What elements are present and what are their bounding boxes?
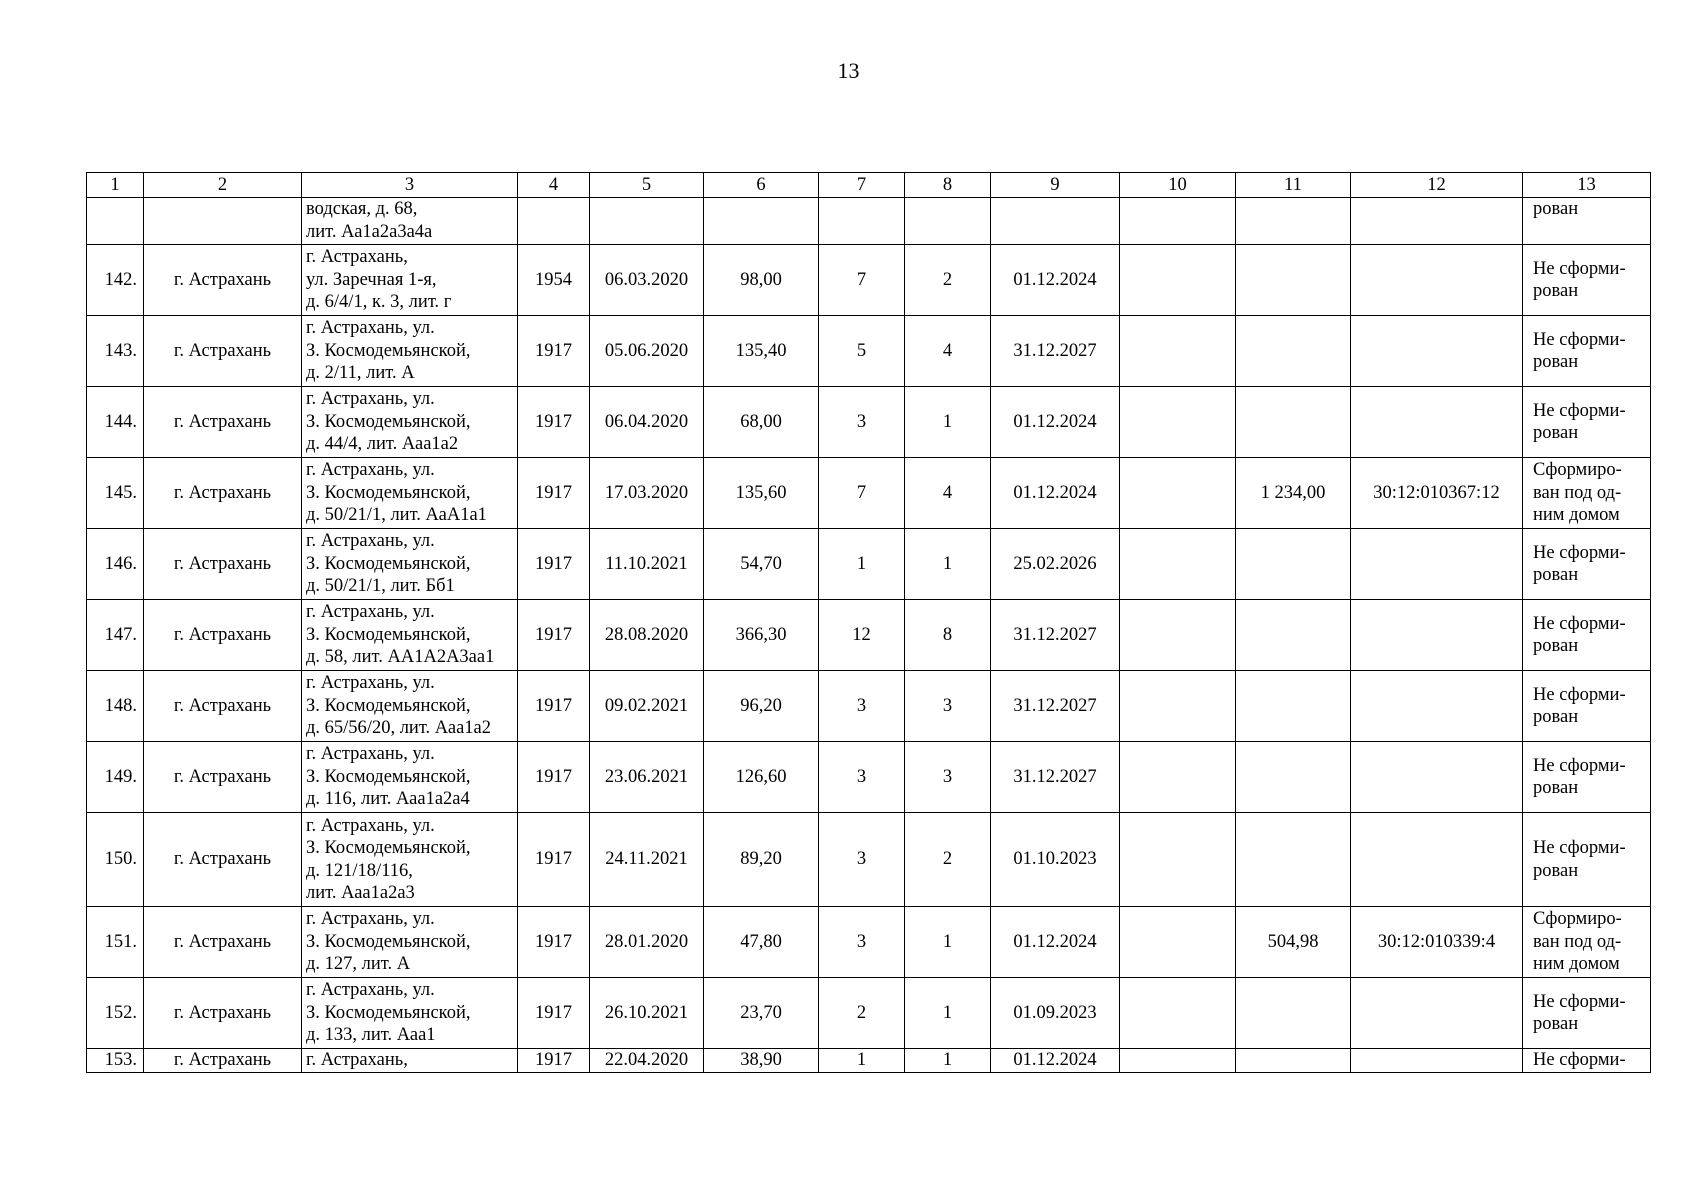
address-cell [302,529,518,600]
status-line: Не сформи- [1533,838,1626,858]
status-line: ван под од- [1533,931,1622,952]
status-line: рован [1533,199,1579,219]
status-line: рован [1533,636,1579,656]
address-line: д. 65/56/20, лит. Ааа1а2 [306,718,492,739]
address-line: г. Астрахань, ул. [306,318,435,339]
address-line: З. Космодемьянской, [306,482,471,503]
land-status-cell [1523,458,1651,529]
recognition-date-cell: 06.03.2020 [590,245,704,316]
land-status-cell [1523,387,1651,458]
table-row [87,813,1651,907]
city-cell: г. Астрахань [144,813,302,907]
recognition-date-cell: 06.04.2020 [590,387,704,458]
column-header: 11 [1236,173,1351,198]
recognition-date-cell: 24.11.2021 [590,813,704,907]
housing-registry-table [86,172,1651,1073]
row-number-cell: 153. [87,1049,144,1073]
cadastral-number-cell [1351,245,1523,316]
column-7-cell: 3 [819,813,905,907]
deadline-cell: 01.12.2024 [991,1049,1120,1073]
cadastral-number-cell [1351,387,1523,458]
column-10-cell [1120,458,1236,529]
continuation-row [87,198,1651,245]
address-line: г. Астрахань, [306,247,408,268]
deadline-cell: 01.09.2023 [991,978,1120,1049]
land-area-cell [1236,813,1351,907]
column-8-cell: 3 [905,742,991,813]
row-number-cell: 152. [87,978,144,1049]
recognition-date-cell: 28.01.2020 [590,907,704,978]
address-line: г. Астрахань, ул. [306,744,435,765]
address-cell [302,198,518,245]
land-status-cell [1523,245,1651,316]
area-cell: 135,60 [704,458,819,529]
status-line: рован [1533,1014,1579,1034]
table-row [87,458,1651,529]
address-cell [302,671,518,742]
address-cell [302,1049,518,1073]
deadline-cell: 01.12.2024 [991,387,1120,458]
address-line: лит. Аа1а2а3а4а [306,221,433,242]
land-status-cell [1523,978,1651,1049]
recognition-date-cell: 17.03.2020 [590,458,704,529]
row-number-cell: 142. [87,245,144,316]
column-7-cell: 3 [819,387,905,458]
recognition-date-cell: 22.04.2020 [590,1049,704,1073]
table-row [87,1049,1651,1073]
address-line: д. 2/11, лит. А [306,363,415,384]
address-line: З. Космодемьянской, [306,695,471,716]
cadastral-number-cell: 30:12:010339:4 [1351,907,1523,978]
recognition-date-cell: 28.08.2020 [590,600,704,671]
status-line: рован [1533,778,1579,798]
table-row [87,600,1651,671]
address-line: г. Астрахань, ул. [306,389,435,410]
land-area-cell: 1 234,00 [1236,458,1351,529]
status-line: рован [1533,565,1579,585]
column-7-cell: 7 [819,458,905,529]
table-row [87,529,1651,600]
area-cell: 47,80 [704,907,819,978]
cadastral-number-cell [1351,600,1523,671]
land-status-cell [1523,316,1651,387]
address-line: г. Астрахань, ул. [306,460,435,481]
address-cell [302,600,518,671]
area-cell: 96,20 [704,671,819,742]
address-cell [302,316,518,387]
address-cell [302,742,518,813]
column-10-cell [1120,742,1236,813]
status-line: Сформиро- [1533,909,1622,930]
area-cell: 98,00 [704,245,819,316]
column-number-header-row [87,173,1651,198]
address-cell [302,458,518,529]
address-line: д. 127, лит. А [306,954,411,975]
column-7-cell: 1 [819,1049,905,1073]
column-7-cell: 3 [819,907,905,978]
year-built-cell: 1917 [518,813,590,907]
column-header: 2 [144,173,302,198]
address-line: г. Астрахань, ул. [306,909,435,930]
cadastral-number-cell [1351,1049,1523,1073]
column-7-cell: 12 [819,600,905,671]
column-10-cell [1120,671,1236,742]
address-line: З. Космодемьянской, [306,411,471,432]
year-built-cell: 1917 [518,907,590,978]
column-10-cell [1120,978,1236,1049]
land-area-cell [1236,387,1351,458]
column-7-cell: 1 [819,529,905,600]
status-line: Не сформи- [1533,258,1626,279]
column-10-cell [1120,245,1236,316]
land-area-cell [1236,316,1351,387]
address-cell [302,387,518,458]
address-line: ул. Заречная 1-я, [306,269,437,290]
table-row [87,316,1651,387]
deadline-cell: 01.12.2024 [991,458,1120,529]
year-built-cell: 1917 [518,1049,590,1073]
address-cell [302,813,518,907]
city-cell: г. Астрахань [144,978,302,1049]
city-cell: г. Астрахань [144,600,302,671]
status-line: Не сформи- [1533,542,1626,563]
area-cell: 126,60 [704,742,819,813]
column-7-cell: 3 [819,671,905,742]
land-area-cell [1236,600,1351,671]
area-cell: 68,00 [704,387,819,458]
status-line: Не сформи- [1533,991,1626,1012]
deadline-cell: 01.10.2023 [991,813,1120,907]
column-7-cell: 7 [819,245,905,316]
table-row [87,907,1651,978]
city-cell: г. Астрахань [144,245,302,316]
land-status-cell [1523,1049,1651,1073]
year-built-cell: 1917 [518,458,590,529]
deadline-cell: 31.12.2027 [991,671,1120,742]
year-built-cell: 1917 [518,978,590,1049]
status-line: рован [1533,707,1579,727]
column-8-cell: 8 [905,600,991,671]
table-row [87,742,1651,813]
row-number-cell: 149. [87,742,144,813]
city-cell: г. Астрахань [144,529,302,600]
column-8-cell: 2 [905,245,991,316]
status-line: Не сформи- [1533,1050,1626,1070]
column-8-cell: 1 [905,529,991,600]
address-line: д. 116, лит. Ааа1а2а4 [306,789,470,810]
address-line: г. Астрахань, ул. [306,531,435,552]
status-line: рован [1533,281,1579,301]
deadline-cell: 01.12.2024 [991,245,1120,316]
address-cell [302,978,518,1049]
year-built-cell: 1954 [518,245,590,316]
address-cell [302,245,518,316]
address-line: д. 44/4, лит. Ааа1а2 [306,434,459,455]
year-built-cell: 1917 [518,529,590,600]
column-10-cell [1120,387,1236,458]
recognition-date-cell: 26.10.2021 [590,978,704,1049]
status-line: ним домом [1533,954,1620,975]
column-7-cell: 5 [819,316,905,387]
cadastral-number-cell [1351,978,1523,1049]
row-number-cell: 150. [87,813,144,907]
year-built-cell: 1917 [518,742,590,813]
column-7-cell: 2 [819,978,905,1049]
row-number-cell: 145. [87,458,144,529]
status-line: рован [1533,352,1579,372]
land-area-cell [1236,529,1351,600]
address-line: З. Космодемьянской, [306,931,471,952]
land-status-cell [1523,671,1651,742]
status-line: ним домом [1533,505,1620,526]
column-10-cell [1120,907,1236,978]
city-cell: г. Астрахань [144,387,302,458]
address-line: г. Астрахань, ул. [306,602,435,623]
column-header: 13 [1523,173,1651,198]
city-cell: г. Астрахань [144,907,302,978]
table-body [87,173,1651,1073]
status-line: ван под од- [1533,482,1622,503]
year-built-cell: 1917 [518,600,590,671]
land-status-cell [1523,600,1651,671]
area-cell: 89,20 [704,813,819,907]
land-area-cell [1236,742,1351,813]
column-header: 6 [704,173,819,198]
land-status-cell [1523,529,1651,600]
year-built-cell: 1917 [518,671,590,742]
land-area-cell [1236,1049,1351,1073]
status-line: Не сформи- [1533,684,1626,705]
address-line: З. Космодемьянской, [306,1002,471,1023]
address-line: З. Космодемьянской, [306,624,471,645]
deadline-cell: 31.12.2027 [991,316,1120,387]
address-line: г. Астрахань, ул. [306,815,435,836]
address-line: д. 133, лит. Ааа1 [306,1025,436,1046]
recognition-date-cell: 09.02.2021 [590,671,704,742]
table-row [87,245,1651,316]
recognition-date-cell: 05.06.2020 [590,316,704,387]
column-8-cell: 1 [905,1049,991,1073]
column-header: 12 [1351,173,1523,198]
column-header: 1 [87,173,144,198]
address-line: д. 6/4/1, к. 3, лит. г [306,292,452,313]
city-cell: г. Астрахань [144,316,302,387]
address-line: г. Астрахань, [306,1050,408,1071]
column-8-cell: 2 [905,813,991,907]
address-line: г. Астрахань, ул. [306,980,435,1001]
city-cell: г. Астрахань [144,458,302,529]
land-status-cell [1523,742,1651,813]
table-row [87,387,1651,458]
cadastral-number-cell [1351,529,1523,600]
row-number-cell: 147. [87,600,144,671]
address-line: З. Космодемьянской, [306,340,471,361]
land-status-cell [1523,907,1651,978]
column-10-cell [1120,813,1236,907]
address-line: д. 50/21/1, лит. Бб1 [306,576,455,597]
deadline-cell: 25.02.2026 [991,529,1120,600]
address-cell [302,907,518,978]
column-8-cell: 1 [905,978,991,1049]
land-status-cell [1523,813,1651,907]
column-header: 4 [518,173,590,198]
area-cell: 366,30 [704,600,819,671]
row-number-cell: 144. [87,387,144,458]
column-8-cell: 1 [905,907,991,978]
year-built-cell: 1917 [518,387,590,458]
column-8-cell: 4 [905,458,991,529]
area-cell: 23,70 [704,978,819,1049]
cadastral-number-cell [1351,316,1523,387]
cadastral-number-cell [1351,742,1523,813]
status-line: Не сформи- [1533,329,1626,350]
status-line: рован [1533,860,1579,881]
column-header: 8 [905,173,991,198]
land-area-cell: 504,98 [1236,907,1351,978]
address-line: водская, д. 68, [306,199,418,219]
column-header: 10 [1120,173,1236,198]
row-number-cell: 143. [87,316,144,387]
status-line: рован [1533,423,1579,443]
cadastral-number-cell [1351,813,1523,907]
column-10-cell [1120,316,1236,387]
address-line: З. Космодемьянской, [306,553,471,574]
column-header: 5 [590,173,704,198]
deadline-cell: 01.12.2024 [991,907,1120,978]
column-8-cell: 4 [905,316,991,387]
status-line: Не сформи- [1533,755,1626,776]
column-8-cell: 1 [905,387,991,458]
column-10-cell [1120,1049,1236,1073]
recognition-date-cell: 11.10.2021 [590,529,704,600]
year-built-cell: 1917 [518,316,590,387]
area-cell: 38,90 [704,1049,819,1073]
column-10-cell [1120,600,1236,671]
column-8-cell: 3 [905,671,991,742]
row-number-cell: 148. [87,671,144,742]
cadastral-number-cell [1351,671,1523,742]
area-cell: 54,70 [704,529,819,600]
status-line: Не сформи- [1533,613,1626,634]
address-line: г. Астрахань, ул. [306,673,435,694]
land-area-cell [1236,671,1351,742]
address-line: З. Космодемьянской, [306,766,471,787]
column-header: 7 [819,173,905,198]
land-area-cell [1236,245,1351,316]
address-line: д. 50/21/1, лит. АаА1а1 [306,505,487,526]
status-line: Не сформи- [1533,400,1626,421]
address-line: лит. Ааа1а2а3 [306,883,415,903]
address-line: З. Космодемьянской, [306,838,471,858]
column-header: 3 [302,173,518,198]
address-line: д. 58, лит. АА1А2А3аа1 [306,647,495,668]
status-line: Сформиро- [1533,460,1622,481]
deadline-cell: 31.12.2027 [991,742,1120,813]
city-cell: г. Астрахань [144,742,302,813]
column-header: 9 [991,173,1120,198]
page-number: 13 [837,58,860,83]
city-cell: г. Астрахань [144,1049,302,1073]
area-cell: 135,40 [704,316,819,387]
column-7-cell: 3 [819,742,905,813]
table-row [87,671,1651,742]
table-row [87,978,1651,1049]
city-cell: г. Астрахань [144,671,302,742]
address-line: д. 121/18/116, [306,860,413,881]
cadastral-number-cell: 30:12:010367:12 [1351,458,1523,529]
status-cell [1523,198,1651,245]
row-number-cell: 146. [87,529,144,600]
deadline-cell: 31.12.2027 [991,600,1120,671]
column-10-cell [1120,529,1236,600]
recognition-date-cell: 23.06.2021 [590,742,704,813]
land-area-cell [1236,978,1351,1049]
row-number-cell: 151. [87,907,144,978]
